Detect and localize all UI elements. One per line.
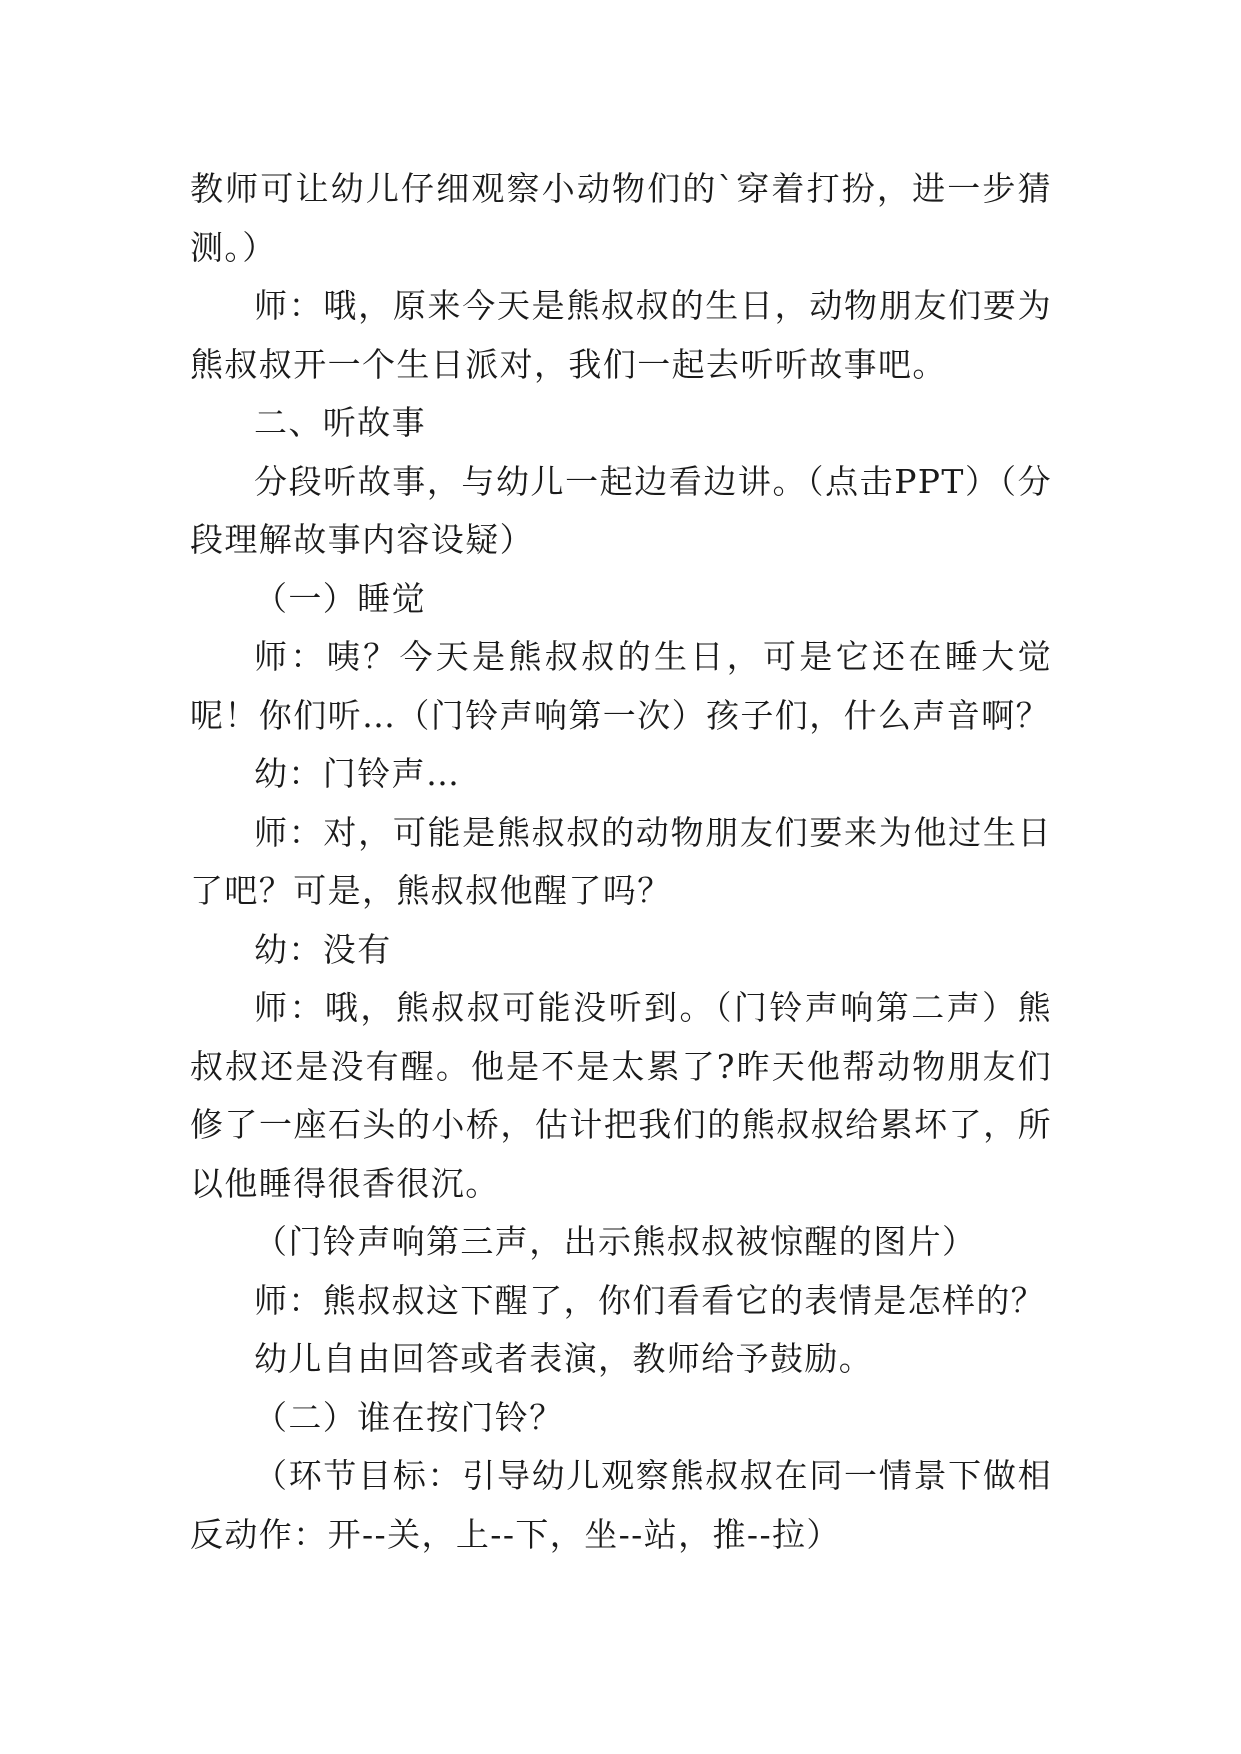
subsection-heading-sleep: （一）睡觉 — [254, 578, 426, 618]
paragraph-15: （环节目标：引导幼儿观察熊叔叔在同一情景下做相反动作：开--关，上--下，坐--站，推--拉） — [190, 1456, 1052, 1554]
paragraph-4: 分段听故事，与幼儿一起边看边讲。（点击PPT）（分段理解故事内容设疑） — [190, 461, 1052, 559]
paragraph-12: 师：熊叔叔这下醒了，你们看看它的表情是怎样的？ — [254, 1280, 1046, 1320]
paragraph-7: 幼：门铃声… — [254, 754, 461, 793]
document-body — [190, 160, 1052, 1564]
paragraph-1: 教师可让幼儿仔细观察小动物们的`穿着打扮，进一步猜测。） — [190, 169, 1052, 267]
paragraph-13: 幼儿自由回答或者表演，教师给予鼓励。 — [254, 1339, 874, 1378]
paragraph-6: 师：咦？今天是熊叔叔的生日，可是它还在睡大觉呢！你们听…（门铃声响第一次）孩子们，什么声音啊？ — [190, 637, 1052, 735]
paragraph-2: 师：哦，原来今天是熊叔叔的生日，动物朋友们要为熊叔叔开一个生日派对，我们一起去听听故事吧。 — [190, 286, 1052, 384]
paragraph-10: 师：哦，熊叔叔可能没听到。（门铃声响第二声）熊叔叔还是没有醒。他是不是太累了?昨天他帮动物朋友们修了一座石头的小桥，估计把我们的熊叔叔给累坏了，所以他睡得很香很沉。 — [190, 988, 1052, 1203]
paragraph-8: 师：对，可能是熊叔叔的动物朋友们要来为他过生日了吧？可是，熊叔叔他醒了吗？ — [190, 812, 1052, 910]
section-heading-listen-story: 二、听故事 — [254, 403, 426, 442]
subsection-heading-doorbell: （二）谁在按门铃？ — [254, 1397, 564, 1437]
paragraph-9: 幼：没有 — [254, 929, 392, 969]
paragraph-11: （门铃声响第三声，出示熊叔叔被惊醒的图片） — [254, 1222, 977, 1261]
